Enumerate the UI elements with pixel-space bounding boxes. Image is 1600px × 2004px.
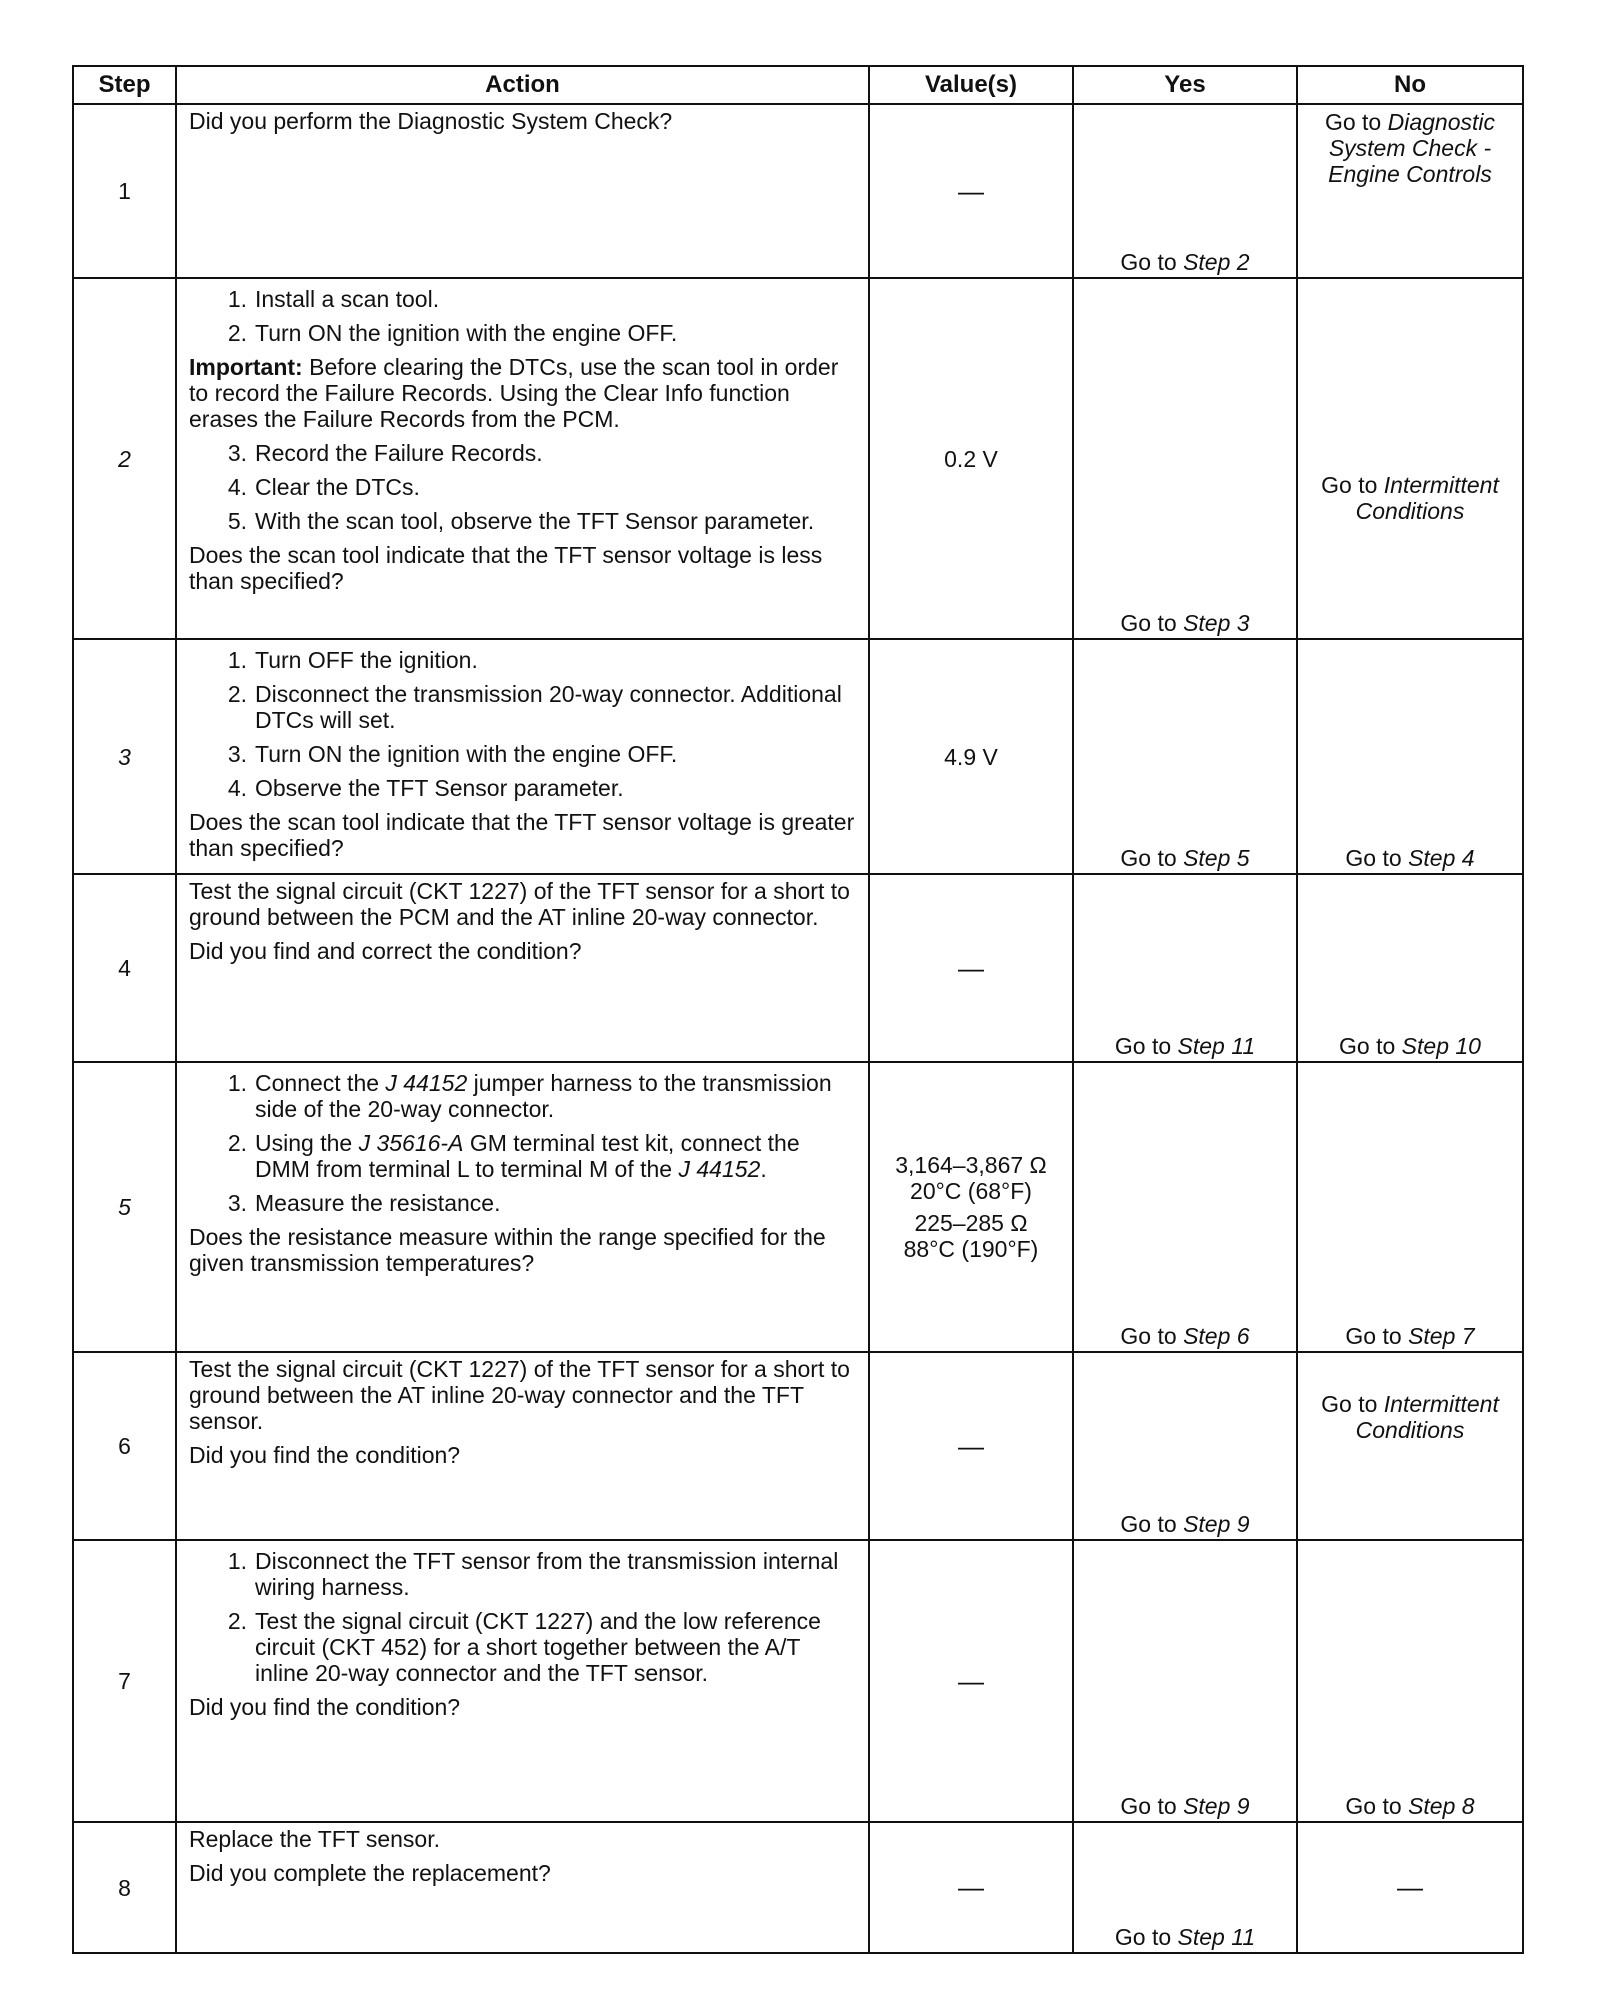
action-step: 1. Connect the J 44152 jumper harness to the transmission side of the 20-way connector. bbox=[227, 1070, 832, 1122]
action-step: 2. Turn ON the ignition with the engine OFF. bbox=[227, 320, 678, 346]
value-cell: — bbox=[869, 1352, 1073, 1540]
no-cell: Go to Diagnostic System Check - Engine Controls bbox=[1297, 104, 1523, 278]
yes-cell: Go to Step 5 bbox=[1073, 639, 1297, 874]
no-cell: Go to Intermittent Conditions bbox=[1297, 278, 1523, 639]
step-number: 2 bbox=[73, 278, 176, 639]
step-number: 4 bbox=[73, 874, 176, 1062]
step-number: 6 bbox=[73, 1352, 176, 1540]
no-link: Step 10 bbox=[1401, 1033, 1481, 1059]
no-link: Diagnostic System Check - Engine Controls bbox=[1328, 109, 1496, 187]
action-step: 4. Clear the DTCs. bbox=[227, 474, 420, 500]
resistance-value: 3,164–3,867 Ω bbox=[895, 1152, 1047, 1178]
value-cell: 0.2 V bbox=[869, 278, 1073, 639]
action-step: 3. Turn ON the ignition with the engine OFF. bbox=[227, 741, 678, 767]
yes-link: Step 11 bbox=[1177, 1924, 1256, 1950]
table-row bbox=[73, 1352, 1523, 1540]
action-question: Does the resistance measure within the range specified for the given transmission temperatures? bbox=[189, 1224, 826, 1276]
action-cell bbox=[176, 104, 869, 278]
header-yes: Yes bbox=[1073, 66, 1297, 104]
header-row bbox=[73, 66, 1523, 104]
action-question: Did you find and correct the condition? bbox=[189, 938, 582, 964]
table-row bbox=[73, 639, 1523, 874]
action-question: Did you perform the Diagnostic System Check? bbox=[189, 108, 673, 134]
action-cell bbox=[176, 639, 869, 874]
yes-cell: Go to Step 9 bbox=[1073, 1352, 1297, 1540]
no-cell: Go to Intermittent Conditions bbox=[1297, 1352, 1523, 1540]
action-text: Replace the TFT sensor. bbox=[189, 1826, 441, 1852]
no-cell: Go to Step 10 bbox=[1297, 874, 1523, 1062]
value-cell: — bbox=[869, 104, 1073, 278]
header-values: Value(s) bbox=[869, 66, 1073, 104]
yes-link: Step 11 bbox=[1177, 1033, 1256, 1059]
action-text: Test the signal circuit (CKT 1227) of the TFT sensor for a short to ground between the AT inline 20-way connector and the TFT sensor. bbox=[189, 1356, 850, 1434]
value-cell: — bbox=[869, 1540, 1073, 1822]
tool-reference: J 44152 bbox=[385, 1070, 468, 1096]
header-step: Step bbox=[73, 66, 176, 104]
yes-link: Step 9 bbox=[1183, 1793, 1250, 1819]
action-question: Did you complete the replacement? bbox=[189, 1860, 551, 1886]
temperature-value: 20°C (68°F) bbox=[910, 1178, 1032, 1204]
yes-link: Step 6 bbox=[1183, 1323, 1250, 1349]
tool-reference: J 35616-A bbox=[358, 1130, 464, 1156]
yes-cell: Go to Step 11 bbox=[1073, 1822, 1297, 1953]
action-step: 2. Test the signal circuit (CKT 1227) and the low reference circuit (CKT 452) for a short together between the A/T inline 20-way connector and the TFT sensor. bbox=[227, 1608, 821, 1686]
yes-link: Step 5 bbox=[1183, 845, 1250, 871]
no-cell: Go to Step 4 bbox=[1297, 639, 1523, 874]
step-number: 7 bbox=[73, 1540, 176, 1822]
step-number: 8 bbox=[73, 1822, 176, 1953]
no-link: Step 4 bbox=[1408, 845, 1475, 871]
table-row bbox=[73, 104, 1523, 278]
value-cell: — bbox=[869, 1822, 1073, 1953]
action-cell bbox=[176, 874, 869, 1062]
action-cell bbox=[176, 1352, 869, 1540]
no-cell: — bbox=[1297, 1822, 1523, 1953]
action-question: Did you find the condition? bbox=[189, 1694, 461, 1720]
no-cell: Go to Step 8 bbox=[1297, 1540, 1523, 1822]
table-row bbox=[73, 874, 1523, 1062]
table-row bbox=[73, 1540, 1523, 1822]
action-step: 5. With the scan tool, observe the TFT Sensor parameter. bbox=[227, 508, 815, 534]
action-cell bbox=[176, 1062, 869, 1352]
step-number: 1 bbox=[73, 104, 176, 278]
action-step: 1. Turn OFF the ignition. bbox=[227, 647, 478, 673]
no-link: Intermittent Conditions bbox=[1355, 471, 1499, 524]
action-step: 3. Record the Failure Records. bbox=[227, 440, 543, 466]
value-cell bbox=[869, 1062, 1073, 1352]
yes-cell: Go to Step 9 bbox=[1073, 1540, 1297, 1822]
value-cell: — bbox=[869, 874, 1073, 1062]
action-step: 2. Using the J 35616-A GM terminal test kit, connect the DMM from terminal L to terminal M of the J 44152. bbox=[227, 1130, 800, 1182]
action-step: 3. Measure the resistance. bbox=[227, 1190, 501, 1216]
action-step: 1. Install a scan tool. bbox=[227, 286, 440, 312]
action-cell bbox=[176, 278, 869, 639]
value-cell: 4.9 V bbox=[869, 639, 1073, 874]
action-text: Test the signal circuit (CKT 1227) of the TFT sensor for a short to ground between the PCM and the AT inline 20-way connector. bbox=[189, 878, 850, 930]
action-cell bbox=[176, 1822, 869, 1953]
action-cell bbox=[176, 1540, 869, 1822]
no-link: Step 7 bbox=[1408, 1323, 1475, 1349]
step-number: 5 bbox=[73, 1062, 176, 1352]
temperature-value: 88°C (190°F) bbox=[903, 1236, 1039, 1262]
table-row bbox=[73, 278, 1523, 639]
action-step: 4. Observe the TFT Sensor parameter. bbox=[227, 775, 624, 801]
resistance-value: 225–285 Ω bbox=[914, 1210, 1028, 1236]
action-question: Does the scan tool indicate that the TFT sensor voltage is greater than specified? bbox=[189, 809, 855, 861]
header-action: Action bbox=[176, 66, 869, 104]
yes-cell: Go to Step 3 bbox=[1073, 278, 1297, 639]
diagnostic-table bbox=[72, 65, 1524, 1954]
header-no: No bbox=[1297, 66, 1523, 104]
action-step: 2. Disconnect the transmission 20-way connector. Additional DTCs will set. bbox=[227, 681, 842, 733]
action-step: 1. Disconnect the TFT sensor from the transmission internal wiring harness. bbox=[227, 1548, 839, 1600]
yes-link: Step 9 bbox=[1183, 1511, 1250, 1537]
yes-link: Step 3 bbox=[1183, 610, 1250, 636]
action-question: Does the scan tool indicate that the TFT sensor voltage is less than specified? bbox=[189, 542, 823, 594]
no-link: Intermittent Conditions bbox=[1355, 1391, 1499, 1443]
yes-link: Step 2 bbox=[1183, 249, 1250, 275]
table-row bbox=[73, 1822, 1523, 1953]
action-question: Did you find the condition? bbox=[189, 1442, 461, 1468]
yes-cell: Go to Step 6 bbox=[1073, 1062, 1297, 1352]
yes-cell: Go to Step 11 bbox=[1073, 874, 1297, 1062]
yes-cell: Go to Step 2 bbox=[1073, 104, 1297, 278]
step-number: 3 bbox=[73, 639, 176, 874]
important-note: Important: Before clearing the DTCs, use the scan tool in order to record the Failure Records. Using the Clear Info function erases the Failure Records from the PCM. bbox=[189, 354, 839, 432]
no-cell: Go to Step 7 bbox=[1297, 1062, 1523, 1352]
tool-reference: J 44152 bbox=[678, 1156, 761, 1182]
table-row bbox=[73, 1062, 1523, 1352]
no-link: Step 8 bbox=[1408, 1793, 1475, 1819]
